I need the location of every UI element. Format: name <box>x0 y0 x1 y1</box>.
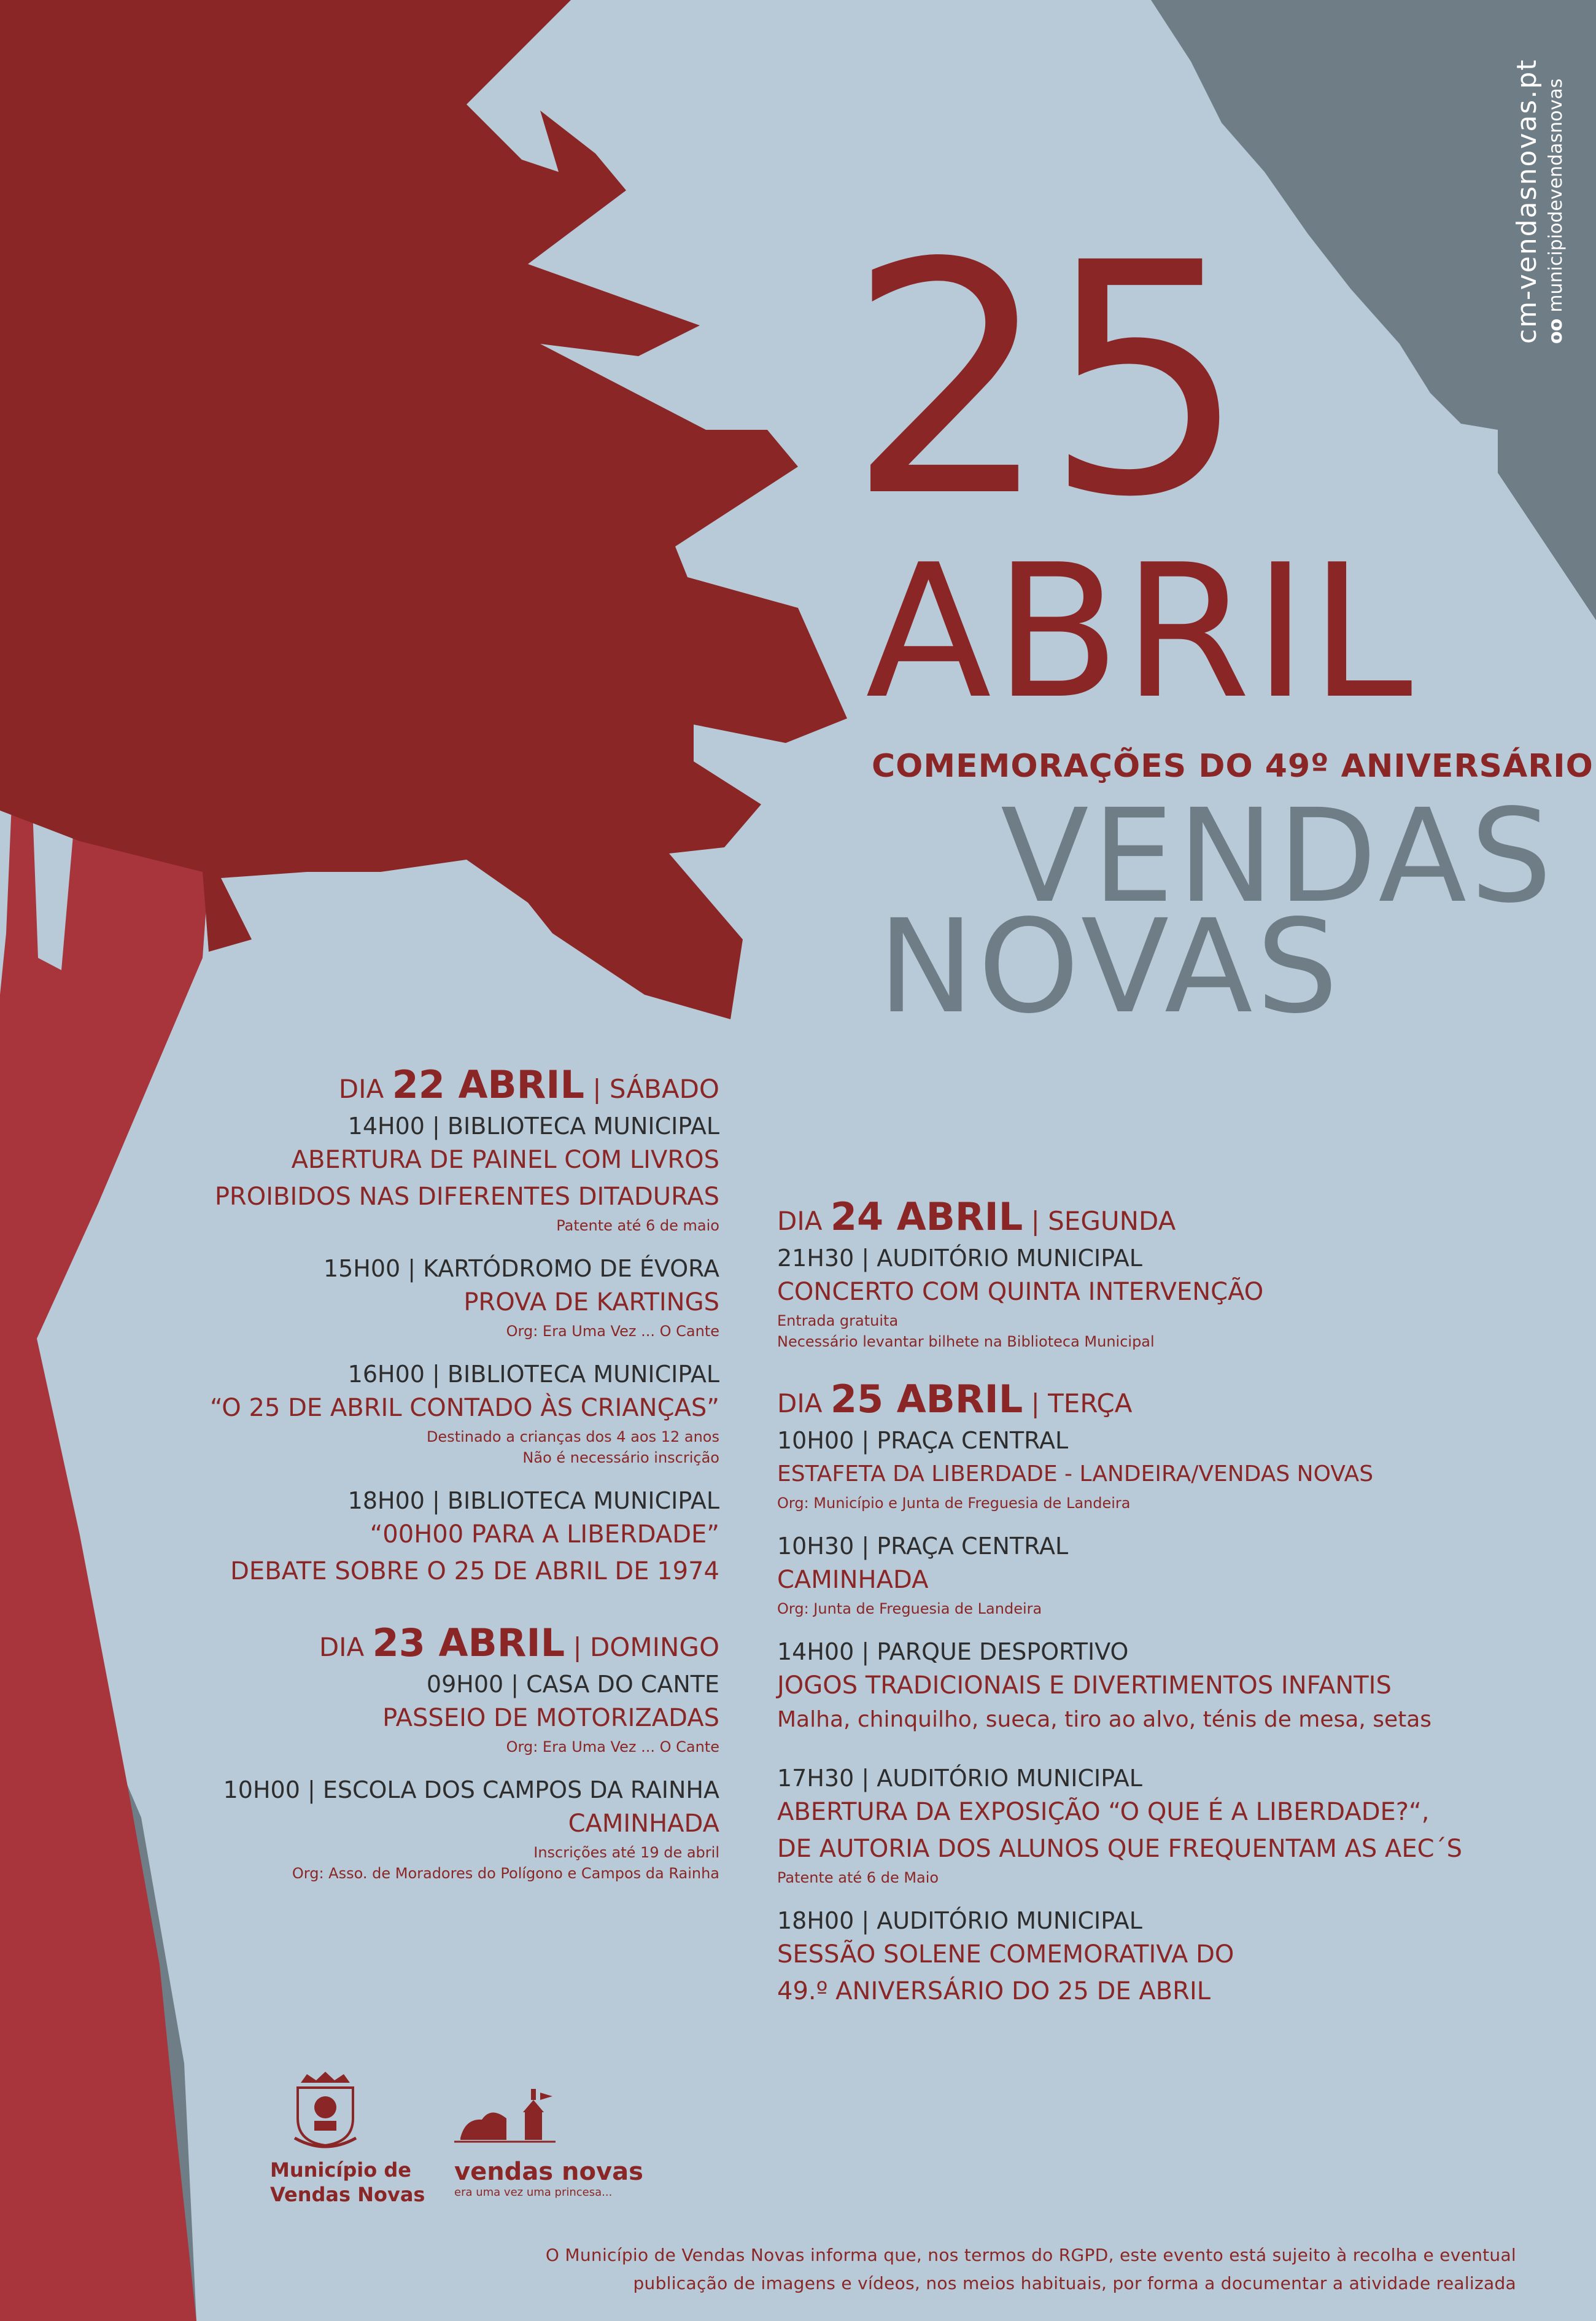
event-time-venue: 17H30 | AUDITÓRIO MUNICIPAL <box>777 1765 1142 1792</box>
event-time-venue: 10H00 | ESCOLA DOS CAMPOS DA RAINHA <box>223 1776 719 1803</box>
event-note: Org: Era Uma Vez ... O Cante <box>506 1323 719 1340</box>
gdpr-notice <box>546 2241 1516 2298</box>
event-title-line2: 49.º ANIVERSÁRIO DO 25 DE ABRIL <box>777 1977 1211 2005</box>
event-item <box>172 1359 719 1468</box>
program-left-column <box>172 1062 719 1884</box>
event-time-venue: 18H00 | BIBLIOTECA MUNICIPAL <box>347 1487 719 1514</box>
program-right-column <box>777 1194 1514 2010</box>
event-time-venue: 14H00 | PARQUE DESPORTIVO <box>777 1638 1129 1665</box>
event-subtitle: Malha, chinquilho, sueca, tiro ao alvo, ténis de mesa, setas <box>777 1707 1432 1732</box>
event-title: SESSÃO SOLENE COMEMORATIVA DO <box>777 1940 1234 1969</box>
event-title-line2: DEBATE SOBRE O 25 DE ABRIL DE 1974 <box>230 1557 719 1585</box>
day-heading-22: DIA 22 ABRIL | SÁBADO <box>338 1062 719 1107</box>
municipality-name-line1: Município de <box>270 2158 411 2182</box>
day-prefix: DIA <box>338 1074 384 1104</box>
day-number: 24 ABRIL <box>830 1194 1023 1239</box>
gdpr-notice-line1: O Município de Vendas Novas informa que, nos termos do RGPD, este evento está sujeito à recolha e eventual <box>545 2245 1516 2265</box>
event-title: JOGOS TRADICIONAIS E DIVERTIMENTOS INFANTIS <box>777 1671 1392 1700</box>
event-note: Entrada gratuita <box>777 1312 899 1329</box>
event-note: Org: Era Uma Vez ... O Cante <box>506 1738 719 1755</box>
event-time-venue: 21H30 | AUDITÓRIO MUNICIPAL <box>777 1245 1142 1272</box>
event-time-venue: 10H00 | PRAÇA CENTRAL <box>777 1427 1069 1454</box>
event-title-line2: PROIBIDOS NAS DIFERENTES DITADURAS <box>214 1183 719 1211</box>
brand-name: vendas novas <box>454 2158 643 2186</box>
event-item <box>172 1253 719 1342</box>
municipality-name-line2: Vendas Novas <box>270 2183 425 2206</box>
event-note: Patente até 6 de Maio <box>777 1869 939 1886</box>
coat-of-arms-icon <box>282 2069 368 2149</box>
event-title: CAMINHADA <box>777 1566 929 1594</box>
event-title: ABERTURA DA EXPOSIÇÃO “O QUE É A LIBERDADE?“, <box>777 1798 1430 1826</box>
gdpr-notice-line2: publicação de imagens e vídeos, nos meios habituais, por forma a documentar a atividade realizada <box>633 2273 1516 2293</box>
day-prefix: DIA <box>319 1632 365 1662</box>
event-time-venue: 09H00 | CASA DO CANTE <box>426 1671 719 1698</box>
event-item <box>777 1425 1514 1514</box>
website-link[interactable]: cm-vendasnovas.pt <box>1511 58 1543 344</box>
facebook-icon: oo <box>1545 318 1567 344</box>
day-weekday: SÁBADO <box>609 1074 719 1104</box>
event-title: CAMINHADA <box>568 1810 719 1838</box>
event-time-venue: 10H30 | PRAÇA CENTRAL <box>777 1533 1069 1560</box>
contact-vertical <box>1511 59 1567 344</box>
day-weekday: DOMINGO <box>589 1632 719 1662</box>
event-item <box>777 1636 1514 1736</box>
event-note: Destinado a crianças dos 4 aos 12 anos <box>426 1428 719 1445</box>
brand-logo <box>454 2082 643 2199</box>
event-title: ABERTURA DE PAINEL COM LIVROS <box>291 1146 719 1174</box>
headline-subtitle: COMEMORAÇÕES DO 49º ANIVERSÁRIO <box>872 748 1594 785</box>
headline-day: 25 <box>847 195 1241 567</box>
brand-tagline: era uma vez uma princesa... <box>454 2186 613 2199</box>
event-item <box>172 1111 719 1236</box>
day-heading-23: DIA 23 ABRIL | DOMINGO <box>319 1620 719 1665</box>
event-item <box>172 1669 719 1757</box>
event-title: ESTAFETA DA LIBERDADE - LANDEIRA/VENDAS NOVAS <box>777 1461 1374 1487</box>
event-item <box>777 1531 1514 1619</box>
city-name-line2: NOVAS <box>878 892 1342 1042</box>
event-note: Inscrições até 19 de abril <box>533 1844 719 1861</box>
day-heading-25: DIA 25 ABRIL | TERÇA <box>777 1377 1133 1421</box>
day-heading-24: DIA 24 ABRIL | SEGUNDA <box>777 1194 1176 1239</box>
event-item <box>777 1905 1514 2010</box>
city-name-line1: VENDAS <box>1001 781 1556 931</box>
event-note-line2: Necessário levantar bilhete na Biblioteca Municipal <box>777 1333 1155 1350</box>
day-weekday: SEGUNDA <box>1048 1206 1176 1236</box>
day-prefix: DIA <box>777 1206 823 1236</box>
social-handle[interactable] <box>1545 59 1567 344</box>
day-number: 25 ABRIL <box>830 1377 1023 1421</box>
event-title: PASSEIO DE MOTORIZADAS <box>382 1704 719 1732</box>
event-note: Org: Município e Junta de Freguesia de Landeira <box>777 1495 1131 1512</box>
event-item <box>172 1485 719 1590</box>
day-number: 23 ABRIL <box>372 1620 565 1665</box>
event-time-venue: 18H00 | AUDITÓRIO MUNICIPAL <box>777 1907 1142 1934</box>
event-title: CONCERTO COM QUINTA INTERVENÇÃO <box>777 1278 1264 1306</box>
day-number: 22 ABRIL <box>392 1062 584 1107</box>
event-time-venue: 14H00 | BIBLIOTECA MUNICIPAL <box>347 1113 719 1140</box>
event-item <box>777 1243 1514 1352</box>
event-note-line2: Não é necessário inscrição <box>522 1449 719 1466</box>
day-prefix: DIA <box>777 1388 823 1418</box>
event-time-venue: 15H00 | KARTÓDROMO DE ÉVORA <box>323 1255 719 1282</box>
event-note-line2: Org: Asso. de Moradores do Polígono e Campos da Rainha <box>292 1865 719 1882</box>
event-title: PROVA DE KARTINGS <box>463 1288 719 1316</box>
day-weekday: TERÇA <box>1048 1388 1133 1418</box>
headline-month: ABRIL <box>866 525 1416 739</box>
event-item <box>172 1775 719 1884</box>
municipality-logo <box>270 2069 425 2207</box>
event-title: “O 25 DE ABRIL CONTADO ÀS CRIANÇAS” <box>210 1394 719 1422</box>
event-note: Org: Junta de Freguesia de Landeira <box>777 1600 1042 1617</box>
event-item <box>777 1763 1514 1888</box>
event-note: Patente até 6 de maio <box>556 1217 719 1234</box>
social-handle-text: municipiodevendasnovas <box>1545 78 1567 313</box>
event-title-line2: DE AUTORIA DOS ALUNOS QUE FREQUENTAM AS AEC´S <box>777 1835 1462 1863</box>
event-time-venue: 16H00 | BIBLIOTECA MUNICIPAL <box>347 1361 719 1388</box>
event-title: “00H00 PARA A LIBERDADE” <box>370 1520 719 1549</box>
brand-illustration-icon <box>454 2082 559 2155</box>
